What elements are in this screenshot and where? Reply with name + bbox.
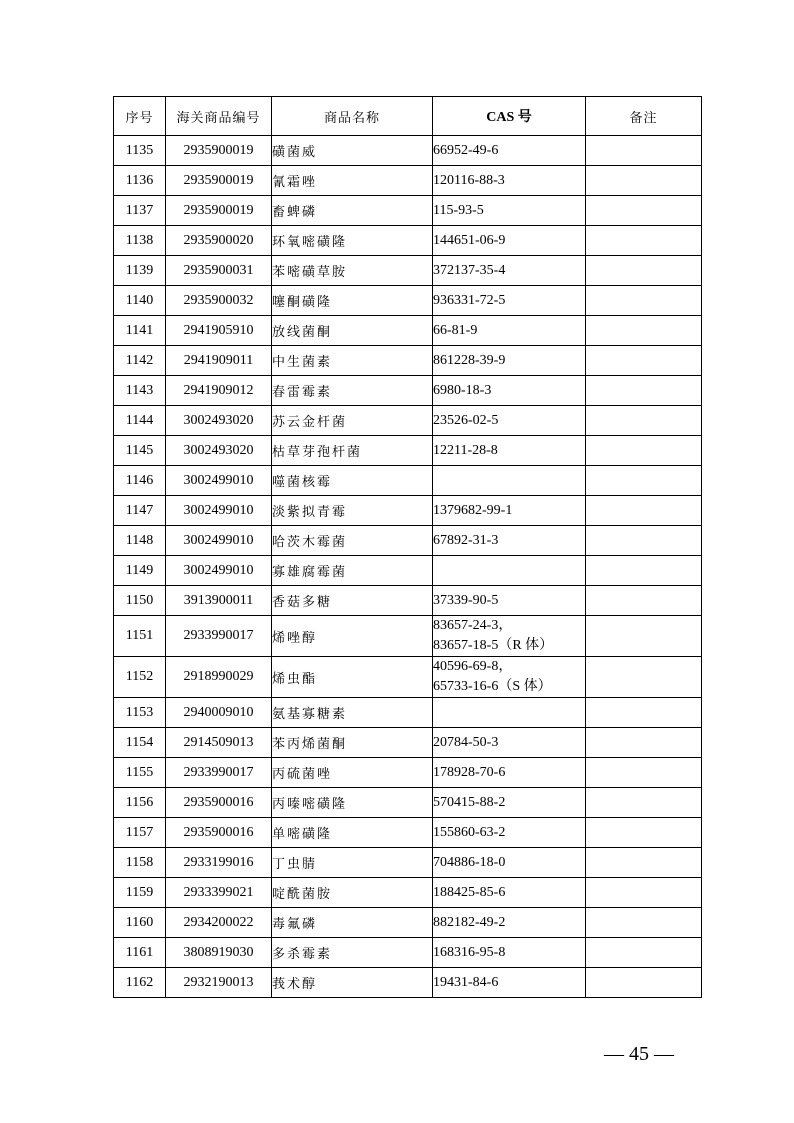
cell-product-name: 单嘧磺隆 bbox=[272, 818, 433, 848]
cell-cas-number bbox=[433, 848, 586, 878]
cell-customs-code: 3002499010 bbox=[166, 496, 272, 526]
cell-product-name: 丁虫腈 bbox=[272, 848, 433, 878]
cas-number-line: 23526-02-5 bbox=[433, 412, 499, 428]
cell-customs-code: 2933990017 bbox=[166, 616, 272, 657]
cell-serial-number: 1144 bbox=[114, 406, 166, 436]
cell-remark bbox=[586, 908, 702, 938]
cell-product-name: 枯草芽孢杆菌 bbox=[272, 436, 433, 466]
cell-remark bbox=[586, 196, 702, 226]
cas-number-line: 144651-06-9 bbox=[433, 232, 506, 248]
cell-cas-number bbox=[433, 788, 586, 818]
cas-number-line: 12211-28-8 bbox=[433, 442, 498, 458]
cell-serial-number: 1147 bbox=[114, 496, 166, 526]
header-serial-number: 序号 bbox=[114, 97, 166, 136]
cell-serial-number: 1137 bbox=[114, 196, 166, 226]
table-row bbox=[114, 376, 702, 406]
cas-number-line: 37339-90-5 bbox=[433, 592, 499, 608]
table-row bbox=[114, 616, 702, 657]
cell-cas-number bbox=[433, 166, 586, 196]
table-row bbox=[114, 346, 702, 376]
cell-serial-number: 1161 bbox=[114, 938, 166, 968]
cell-product-name: 淡紫拟青霉 bbox=[272, 496, 433, 526]
cell-cas-number bbox=[433, 316, 586, 346]
cell-customs-code: 2935900019 bbox=[166, 166, 272, 196]
table-row bbox=[114, 226, 702, 256]
cell-serial-number: 1155 bbox=[114, 758, 166, 788]
cell-cas-number bbox=[433, 586, 586, 616]
header-remark: 备注 bbox=[586, 97, 702, 136]
table-row bbox=[114, 496, 702, 526]
cell-serial-number: 1138 bbox=[114, 226, 166, 256]
cell-cas-number bbox=[433, 436, 586, 466]
cell-serial-number: 1139 bbox=[114, 256, 166, 286]
table-row bbox=[114, 818, 702, 848]
cell-cas-number bbox=[433, 466, 586, 496]
cell-customs-code: 3002499010 bbox=[166, 466, 272, 496]
cell-remark bbox=[586, 346, 702, 376]
cell-cas-number bbox=[433, 938, 586, 968]
cell-cas-number bbox=[433, 728, 586, 758]
header-cas-number: CAS 号 bbox=[433, 97, 586, 136]
cell-product-name: 香菇多糖 bbox=[272, 586, 433, 616]
cell-serial-number: 1162 bbox=[114, 968, 166, 998]
table-row bbox=[114, 166, 702, 196]
cell-product-name: 莪术醇 bbox=[272, 968, 433, 998]
cell-product-name: 烯唑醇 bbox=[272, 616, 433, 657]
table-row bbox=[114, 316, 702, 346]
table-row bbox=[114, 586, 702, 616]
cas-number-line: 155860-63-2 bbox=[433, 824, 506, 840]
table-row bbox=[114, 908, 702, 938]
cas-number-line: 67892-31-3 bbox=[433, 532, 499, 548]
cell-cas-number bbox=[433, 758, 586, 788]
cell-serial-number: 1160 bbox=[114, 908, 166, 938]
cell-product-name: 噻酮磺隆 bbox=[272, 286, 433, 316]
cell-customs-code: 2932190013 bbox=[166, 968, 272, 998]
cas-number-line: 66952-49-6 bbox=[433, 142, 499, 158]
cell-cas-number bbox=[433, 496, 586, 526]
cell-remark bbox=[586, 286, 702, 316]
cell-remark bbox=[586, 556, 702, 586]
cas-number-line: 115-93-5 bbox=[433, 202, 484, 218]
cell-product-name: 啶酰菌胺 bbox=[272, 878, 433, 908]
cell-cas-number bbox=[433, 226, 586, 256]
cas-number-line: 65733-16-6（S 体） bbox=[433, 679, 552, 694]
cell-remark bbox=[586, 226, 702, 256]
cas-number-line: 66-81-9 bbox=[433, 322, 478, 338]
table-row bbox=[114, 968, 702, 998]
cell-serial-number: 1150 bbox=[114, 586, 166, 616]
cas-number-line: 188425-85-6 bbox=[433, 884, 506, 900]
table-row bbox=[114, 406, 702, 436]
cell-remark bbox=[586, 968, 702, 998]
cell-product-name: 中生菌素 bbox=[272, 346, 433, 376]
cell-remark bbox=[586, 848, 702, 878]
cell-customs-code: 2935900019 bbox=[166, 136, 272, 166]
cell-remark bbox=[586, 616, 702, 657]
cas-number-line: 6980-18-3 bbox=[433, 382, 492, 398]
cell-customs-code: 3002499010 bbox=[166, 556, 272, 586]
cas-number-line: 83657-24-3， bbox=[433, 618, 513, 633]
cell-cas-number bbox=[433, 526, 586, 556]
cell-remark bbox=[586, 698, 702, 728]
cell-serial-number: 1136 bbox=[114, 166, 166, 196]
cell-cas-number bbox=[433, 556, 586, 586]
table-row bbox=[114, 657, 702, 698]
cell-remark bbox=[586, 436, 702, 466]
cell-remark bbox=[586, 466, 702, 496]
cell-customs-code: 2914509013 bbox=[166, 728, 272, 758]
table-row bbox=[114, 878, 702, 908]
cell-cas-number bbox=[433, 346, 586, 376]
cell-customs-code: 2935900016 bbox=[166, 788, 272, 818]
cell-serial-number: 1156 bbox=[114, 788, 166, 818]
cell-cas-number bbox=[433, 196, 586, 226]
cell-customs-code: 3808919030 bbox=[166, 938, 272, 968]
cell-product-name: 磺菌威 bbox=[272, 136, 433, 166]
cell-remark bbox=[586, 316, 702, 346]
cell-serial-number: 1153 bbox=[114, 698, 166, 728]
cell-customs-code: 2935900031 bbox=[166, 256, 272, 286]
cell-product-name: 寡雄腐霉菌 bbox=[272, 556, 433, 586]
cell-product-name: 丙硫菌唑 bbox=[272, 758, 433, 788]
cell-product-name: 春雷霉素 bbox=[272, 376, 433, 406]
cas-number-line: 120116-88-3 bbox=[433, 172, 505, 188]
cell-cas-number bbox=[433, 376, 586, 406]
cell-serial-number: 1158 bbox=[114, 848, 166, 878]
table-row bbox=[114, 286, 702, 316]
cell-serial-number: 1140 bbox=[114, 286, 166, 316]
cell-product-name: 苏云金杆菌 bbox=[272, 406, 433, 436]
cell-cas-number bbox=[433, 286, 586, 316]
cell-serial-number: 1151 bbox=[114, 616, 166, 657]
cell-customs-code: 2918990029 bbox=[166, 657, 272, 698]
cas-number-line: 936331-72-5 bbox=[433, 292, 506, 308]
cell-customs-code: 3913900011 bbox=[166, 586, 272, 616]
cell-remark bbox=[586, 758, 702, 788]
cell-remark bbox=[586, 728, 702, 758]
table-row bbox=[114, 136, 702, 166]
cell-serial-number: 1143 bbox=[114, 376, 166, 406]
cas-number-line: 1379682-99-1 bbox=[433, 502, 513, 518]
cas-number-line: 19431-84-6 bbox=[433, 974, 499, 990]
cell-serial-number: 1146 bbox=[114, 466, 166, 496]
cell-serial-number: 1148 bbox=[114, 526, 166, 556]
cas-number-line: 570415-88-2 bbox=[433, 794, 506, 810]
table-row bbox=[114, 698, 702, 728]
table-row bbox=[114, 436, 702, 466]
cell-remark bbox=[586, 657, 702, 698]
cell-product-name: 氨基寡糖素 bbox=[272, 698, 433, 728]
cell-product-name: 氰霜唑 bbox=[272, 166, 433, 196]
table-row bbox=[114, 196, 702, 226]
cell-customs-code: 2934200022 bbox=[166, 908, 272, 938]
cell-customs-code: 2935900016 bbox=[166, 818, 272, 848]
table-row bbox=[114, 758, 702, 788]
cell-remark bbox=[586, 256, 702, 286]
cell-serial-number: 1145 bbox=[114, 436, 166, 466]
table-header-row bbox=[114, 97, 702, 136]
cell-cas-number bbox=[433, 616, 586, 657]
table-row bbox=[114, 556, 702, 586]
page-number: — 45 — bbox=[604, 1043, 674, 1065]
cell-serial-number: 1157 bbox=[114, 818, 166, 848]
cell-cas-number bbox=[433, 657, 586, 698]
cell-cas-number bbox=[433, 908, 586, 938]
cas-number-line: 372137-35-4 bbox=[433, 262, 506, 278]
cell-customs-code: 3002493020 bbox=[166, 436, 272, 466]
cell-remark bbox=[586, 878, 702, 908]
cell-cas-number bbox=[433, 406, 586, 436]
cell-customs-code: 2940009010 bbox=[166, 698, 272, 728]
cell-cas-number bbox=[433, 698, 586, 728]
cell-customs-code: 2941905910 bbox=[166, 316, 272, 346]
cell-remark bbox=[586, 938, 702, 968]
cell-serial-number: 1135 bbox=[114, 136, 166, 166]
cell-cas-number bbox=[433, 136, 586, 166]
cell-customs-code: 3002493020 bbox=[166, 406, 272, 436]
cell-product-name: 多杀霉素 bbox=[272, 938, 433, 968]
cas-number-line: 20784-50-3 bbox=[433, 734, 499, 750]
cas-number-line: 178928-70-6 bbox=[433, 764, 506, 780]
table-row bbox=[114, 256, 702, 286]
cell-serial-number: 1142 bbox=[114, 346, 166, 376]
table-row bbox=[114, 788, 702, 818]
cell-product-name: 畜蜱磷 bbox=[272, 196, 433, 226]
cell-customs-code: 2935900019 bbox=[166, 196, 272, 226]
chemical-catalog-table bbox=[113, 96, 702, 998]
cas-number-line: 882182-49-2 bbox=[433, 914, 506, 930]
cell-product-name: 烯虫酯 bbox=[272, 657, 433, 698]
cell-product-name: 噬菌核霉 bbox=[272, 466, 433, 496]
cas-number-line: 704886-18-0 bbox=[433, 854, 506, 870]
cell-cas-number bbox=[433, 878, 586, 908]
cell-product-name: 毒氟磷 bbox=[272, 908, 433, 938]
cas-number-line: 168316-95-8 bbox=[433, 944, 506, 960]
cell-remark bbox=[586, 496, 702, 526]
cell-product-name: 环氧嘧磺隆 bbox=[272, 226, 433, 256]
cell-cas-number bbox=[433, 818, 586, 848]
cell-serial-number: 1149 bbox=[114, 556, 166, 586]
cell-serial-number: 1152 bbox=[114, 657, 166, 698]
cas-number-line: 861228-39-9 bbox=[433, 352, 506, 368]
cell-serial-number: 1159 bbox=[114, 878, 166, 908]
cell-remark bbox=[586, 586, 702, 616]
cell-remark bbox=[586, 376, 702, 406]
cell-product-name: 哈茨木霉菌 bbox=[272, 526, 433, 556]
cell-customs-code: 3002499010 bbox=[166, 526, 272, 556]
cell-cas-number bbox=[433, 256, 586, 286]
table-body bbox=[114, 136, 702, 998]
cell-product-name: 丙嗪嘧磺隆 bbox=[272, 788, 433, 818]
cell-customs-code: 2935900032 bbox=[166, 286, 272, 316]
cell-remark bbox=[586, 818, 702, 848]
header-customs-code: 海关商品编号 bbox=[166, 97, 272, 136]
cas-number-line: 83657-18-5（R 体） bbox=[433, 638, 554, 653]
cell-product-name: 放线菌酮 bbox=[272, 316, 433, 346]
header-product-name: 商品名称 bbox=[272, 97, 433, 136]
cas-number-line: 40596-69-8， bbox=[433, 659, 513, 674]
cell-customs-code: 2933990017 bbox=[166, 758, 272, 788]
cell-remark bbox=[586, 406, 702, 436]
cell-customs-code: 2933399021 bbox=[166, 878, 272, 908]
cell-product-name: 苯嘧磺草胺 bbox=[272, 256, 433, 286]
cell-cas-number bbox=[433, 968, 586, 998]
cell-product-name: 苯丙烯菌酮 bbox=[272, 728, 433, 758]
table-row bbox=[114, 848, 702, 878]
table-row bbox=[114, 466, 702, 496]
cell-remark bbox=[586, 788, 702, 818]
cell-serial-number: 1141 bbox=[114, 316, 166, 346]
cell-customs-code: 2941909011 bbox=[166, 346, 272, 376]
cell-serial-number: 1154 bbox=[114, 728, 166, 758]
cell-remark bbox=[586, 166, 702, 196]
cell-customs-code: 2941909012 bbox=[166, 376, 272, 406]
cell-remark bbox=[586, 136, 702, 166]
cell-customs-code: 2933199016 bbox=[166, 848, 272, 878]
table-row bbox=[114, 728, 702, 758]
cell-customs-code: 2935900020 bbox=[166, 226, 272, 256]
table-row bbox=[114, 938, 702, 968]
table-row bbox=[114, 526, 702, 556]
cell-remark bbox=[586, 526, 702, 556]
